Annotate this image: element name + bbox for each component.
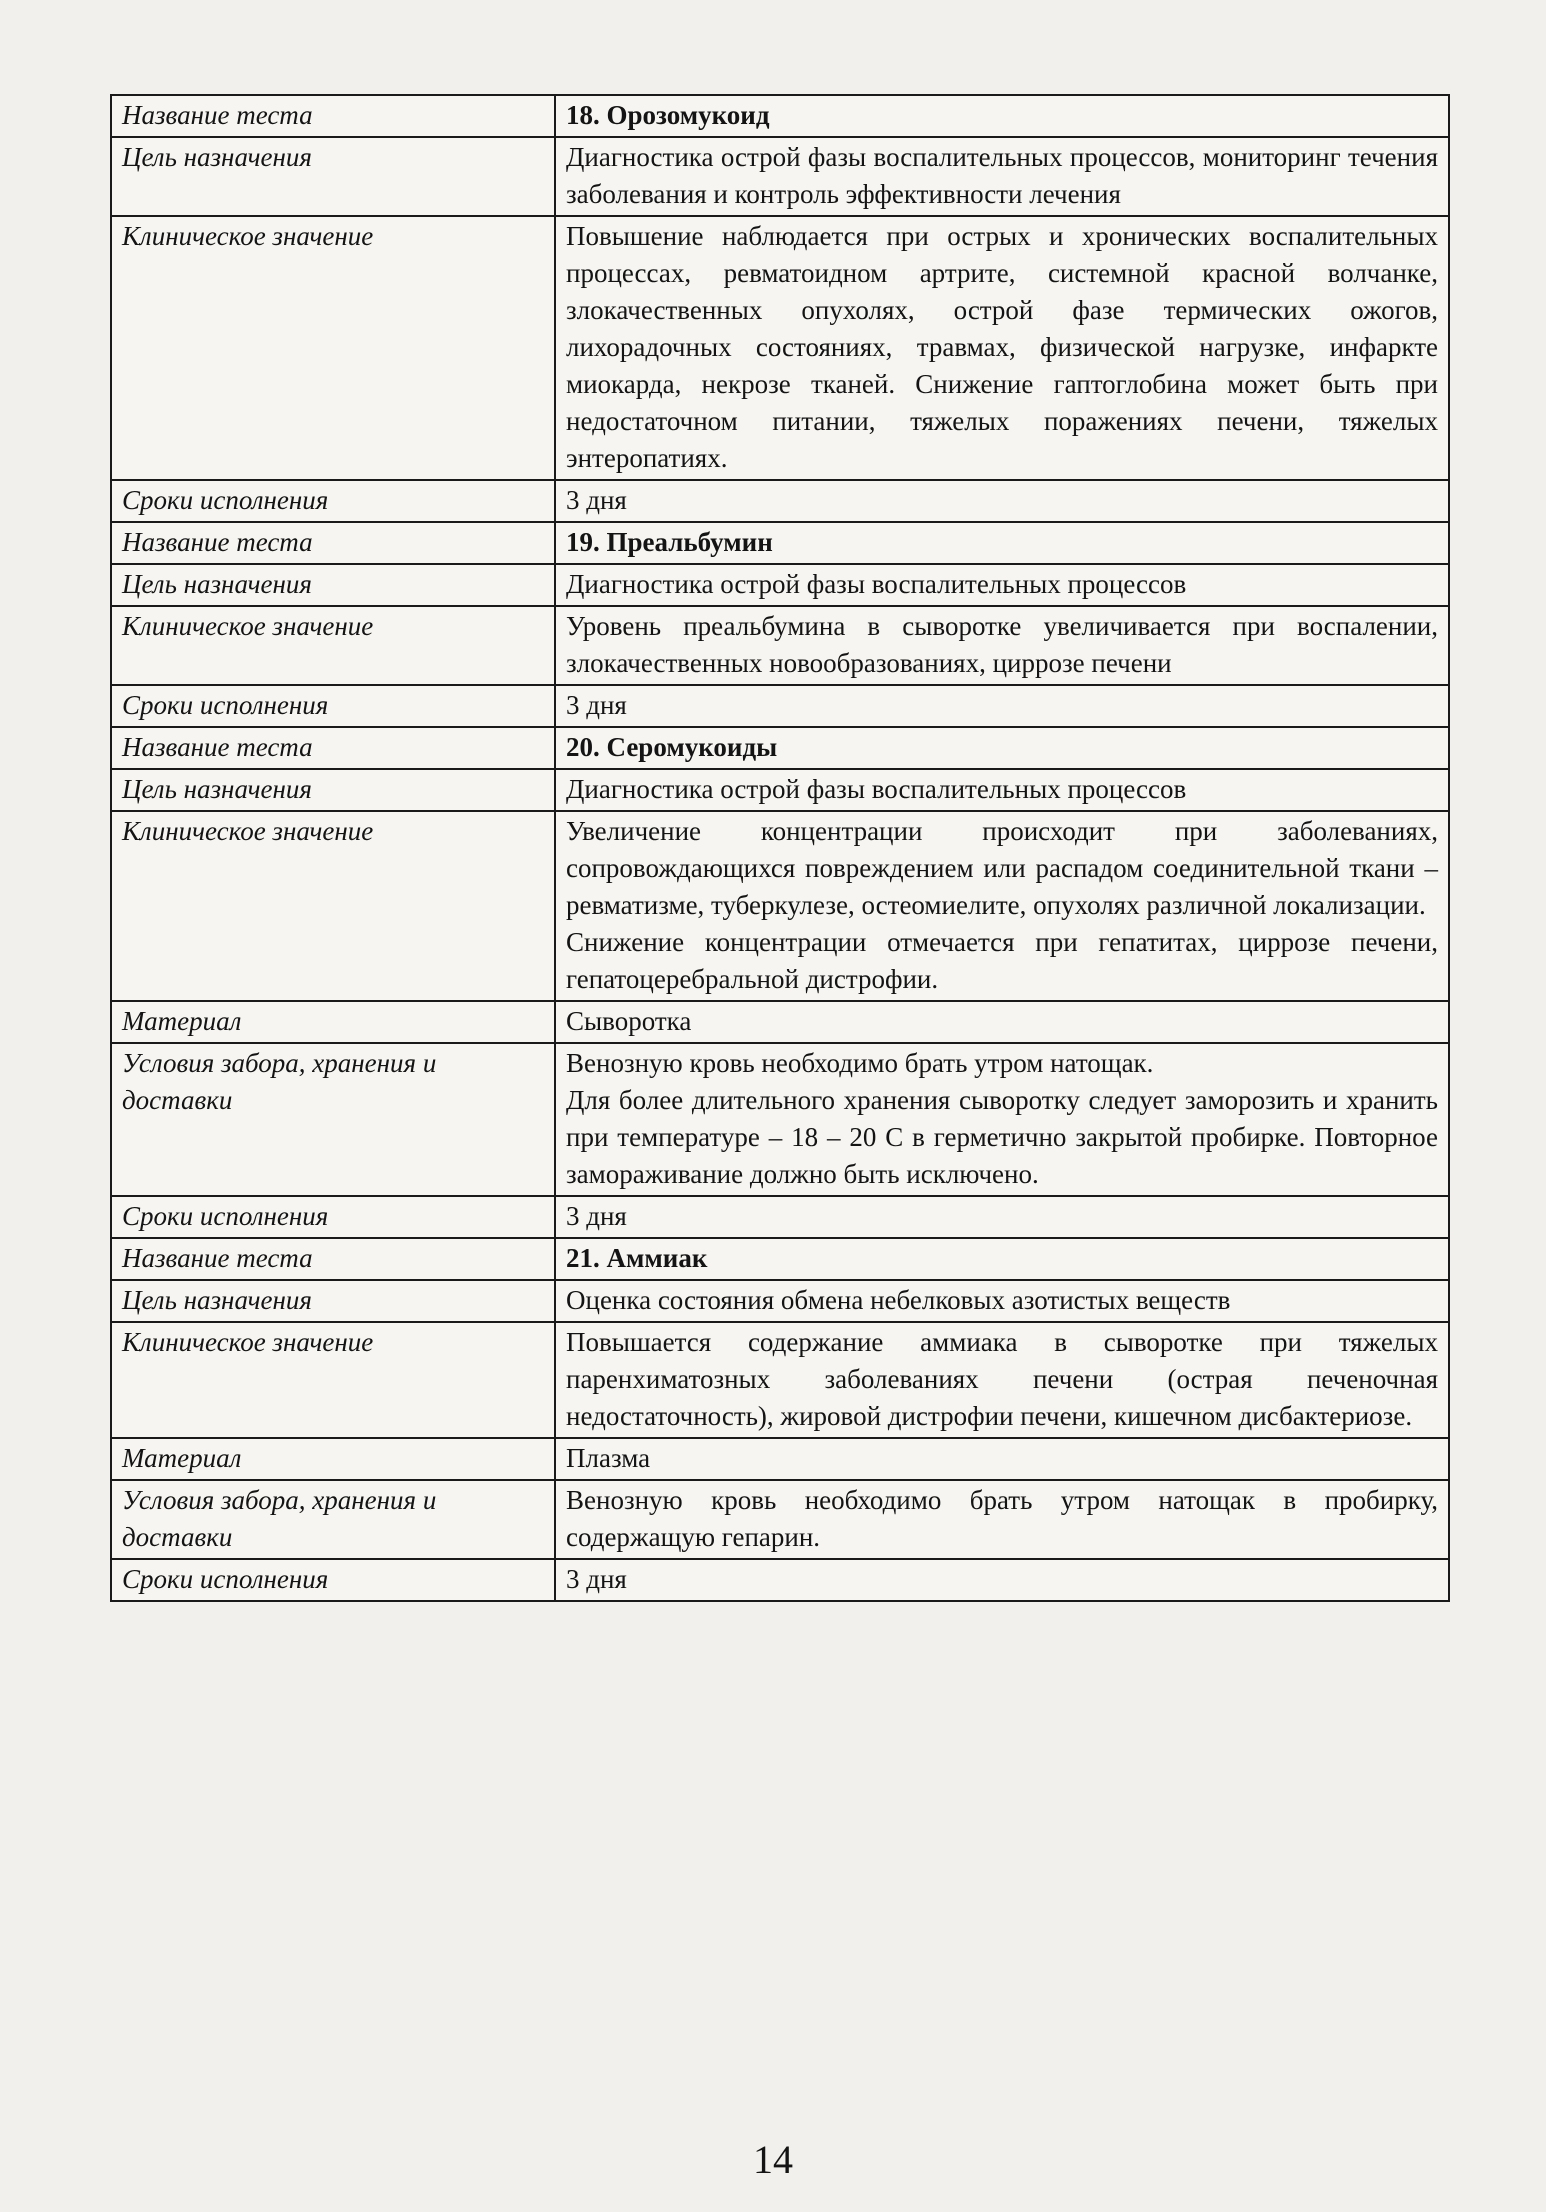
- test-field-row: [111, 811, 1449, 1001]
- field-value: [555, 811, 1449, 1001]
- field-label: Материал: [111, 1001, 555, 1043]
- field-label: Сроки исполнения: [111, 1196, 555, 1238]
- test-name: 18. Орозомукоид: [555, 95, 1449, 137]
- field-value-paragraph: Для более длительного хранения сыворотку следует заморозить и хранить при температуре – 18 – 20 С в герметично закрытой пробирке. Повторное замораживание должно быть исключено.: [566, 1085, 1438, 1189]
- field-label: Клиническое значение: [111, 606, 555, 685]
- page-number: 14: [753, 2137, 793, 2182]
- field-label: Сроки исполнения: [111, 1559, 555, 1601]
- test-name-label: Название теста: [111, 727, 555, 769]
- field-label: Клиническое значение: [111, 811, 555, 1001]
- test-name: 19. Преальбумин: [555, 522, 1449, 564]
- test-field-row: [111, 216, 1449, 480]
- field-value-paragraph: Венозную кровь необходимо брать утром натощак.: [566, 1048, 1154, 1078]
- field-label: Цель назначения: [111, 564, 555, 606]
- test-field-row: [111, 685, 1449, 727]
- test-field-row: [111, 1196, 1449, 1238]
- lab-tests-table-body: [111, 95, 1449, 1601]
- lab-tests-table: [110, 94, 1450, 1602]
- field-value-paragraph: Повышается содержание аммиака в сыворотке при тяжелых паренхиматозных заболеваниях печени (острая печеночная недостаточность), жировой дистрофии печени, кишечном дисбактериозе.: [566, 1327, 1438, 1431]
- field-value-paragraph: Диагностика острой фазы воспалительных процессов: [566, 774, 1187, 804]
- field-value-paragraph: Оценка состояния обмена небелковых азотистых веществ: [566, 1285, 1231, 1315]
- test-field-row: [111, 1438, 1449, 1480]
- field-value: [555, 606, 1449, 685]
- field-value-paragraph: Диагностика острой фазы воспалительных процессов, мониторинг течения заболевания и контроль эффективности лечения: [566, 142, 1438, 209]
- field-value: [555, 1559, 1449, 1601]
- field-value-paragraph: 3 дня: [566, 1564, 627, 1594]
- test-field-row: [111, 769, 1449, 811]
- field-value-paragraph: Уровень преальбумина в сыворотке увеличивается при воспалении, злокачественных новообразованиях, циррозе печени: [566, 611, 1438, 678]
- test-field-row: [111, 1280, 1449, 1322]
- field-value-paragraph: Снижение концентрации отмечается при гепатитах, циррозе печени, гепатоцеребральной дистрофии.: [566, 927, 1438, 994]
- field-value: [555, 1480, 1449, 1559]
- field-value-paragraph: 3 дня: [566, 1201, 627, 1231]
- field-value: [555, 769, 1449, 811]
- field-label: Условия забора, хранения и доставки: [111, 1480, 555, 1559]
- test-field-row: [111, 137, 1449, 216]
- test-field-row: [111, 1480, 1449, 1559]
- field-value: [555, 216, 1449, 480]
- field-label: Клиническое значение: [111, 216, 555, 480]
- field-value-paragraph: Диагностика острой фазы воспалительных процессов: [566, 569, 1187, 599]
- field-label: Сроки исполнения: [111, 480, 555, 522]
- field-label: Сроки исполнения: [111, 685, 555, 727]
- field-label: Цель назначения: [111, 137, 555, 216]
- test-title-row: [111, 1238, 1449, 1280]
- test-field-row: [111, 564, 1449, 606]
- field-value: [555, 1001, 1449, 1043]
- test-field-row: [111, 480, 1449, 522]
- field-value: [555, 1043, 1449, 1196]
- test-field-row: [111, 1322, 1449, 1438]
- field-label: Материал: [111, 1438, 555, 1480]
- test-title-row: [111, 727, 1449, 769]
- field-value: [555, 1280, 1449, 1322]
- test-title-row: [111, 522, 1449, 564]
- test-name: 20. Серомукоиды: [555, 727, 1449, 769]
- field-value-paragraph: 3 дня: [566, 485, 627, 515]
- test-name-label: Название теста: [111, 1238, 555, 1280]
- field-value: [555, 1438, 1449, 1480]
- test-field-row: [111, 1559, 1449, 1601]
- test-title-row: [111, 95, 1449, 137]
- field-value: [555, 685, 1449, 727]
- field-label: Цель назначения: [111, 769, 555, 811]
- field-value-paragraph: Плазма: [566, 1443, 651, 1473]
- test-field-row: [111, 606, 1449, 685]
- field-label: Цель назначения: [111, 1280, 555, 1322]
- field-label: Клиническое значение: [111, 1322, 555, 1438]
- field-value: [555, 480, 1449, 522]
- field-value-paragraph: Повышение наблюдается при острых и хронических воспалительных процессах, ревматоидном артрите, системной красной волчанке, злокачественных опухолях, острой фазе термических ожогов, лихорадочных состояниях, травмах, физической нагрузке, инфаркте миокарда, некрозе тканей. Снижение гаптоглобина может быть при недостаточном питании, тяжелых поражениях печени, тяжелых энтеропатиях.: [566, 221, 1438, 473]
- test-name-label: Название теста: [111, 522, 555, 564]
- field-value-paragraph: 3 дня: [566, 690, 627, 720]
- field-value: [555, 1322, 1449, 1438]
- test-name: 21. Аммиак: [555, 1238, 1449, 1280]
- field-label: Условия забора, хранения и доставки: [111, 1043, 555, 1196]
- field-value-paragraph: Венозную кровь необходимо брать утром натощак в пробирку, содержащую гепарин.: [566, 1485, 1438, 1552]
- field-value: [555, 137, 1449, 216]
- test-field-row: [111, 1043, 1449, 1196]
- field-value-paragraph: Увеличение концентрации происходит при заболеваниях, сопровождающихся повреждением или распадом соединительной ткани – ревматизме, туберкулезе, остеомиелите, опухолях различной локализации.: [566, 816, 1438, 920]
- test-name-label: Название теста: [111, 95, 555, 137]
- field-value-paragraph: Сыворотка: [566, 1006, 692, 1036]
- field-value: [555, 564, 1449, 606]
- test-field-row: [111, 1001, 1449, 1043]
- field-value: [555, 1196, 1449, 1238]
